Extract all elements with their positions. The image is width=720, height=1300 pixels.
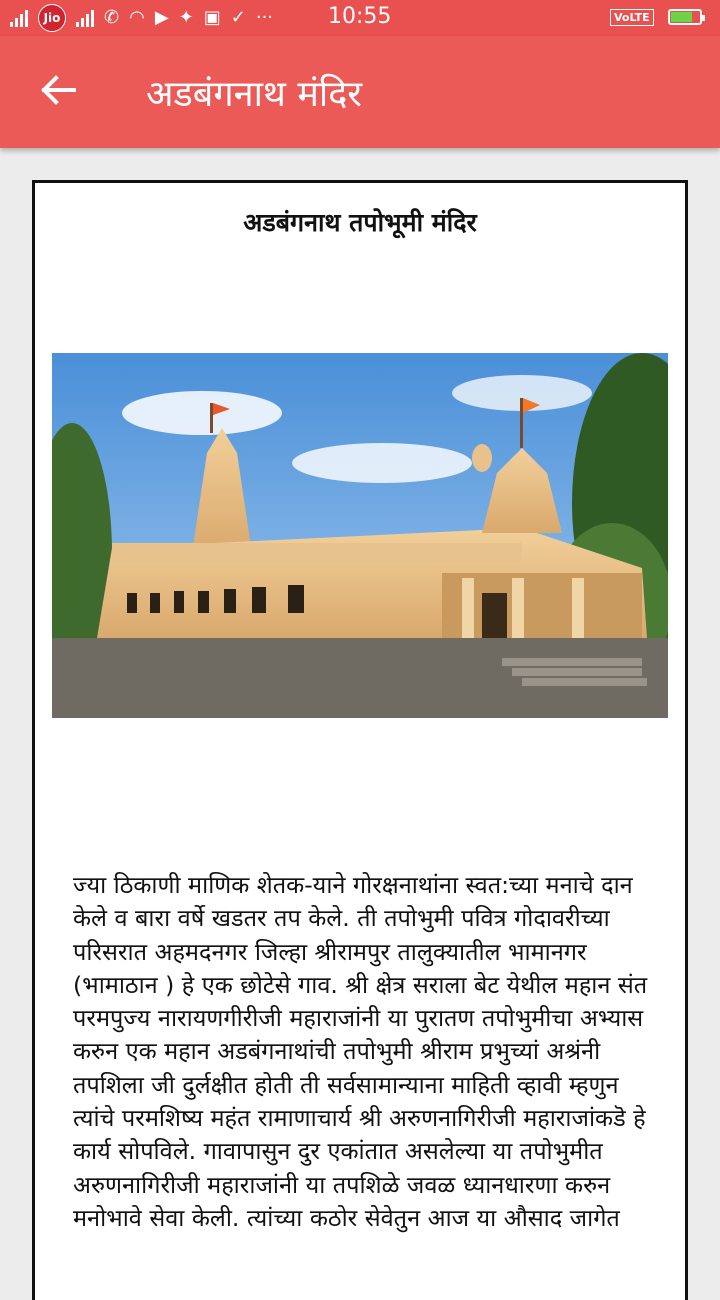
article-card — [32, 180, 688, 1300]
signal-icon — [10, 9, 28, 27]
missed-call-icon: ✆ — [104, 7, 120, 28]
clock: 10:55 — [328, 4, 392, 29]
temple-photo — [52, 353, 668, 718]
wifi-icon: ◠ — [129, 7, 145, 28]
page-title: अडबंगनाथ मंदिर — [146, 74, 363, 115]
signal-icon-2 — [76, 9, 94, 27]
app-bar — [0, 36, 720, 148]
arrow-back-icon[interactable] — [38, 70, 78, 110]
jio-carrier-icon: Jio — [38, 4, 66, 32]
volte-badge: VoLTE — [610, 9, 654, 26]
status-icons — [10, 6, 273, 30]
gallery-icon: ▣ — [203, 7, 221, 28]
status-bar — [0, 0, 720, 36]
article-heading: अडबंगनाथ तपोभूमी मंदिर — [243, 208, 477, 237]
article-body: ज्या ठिकाणी माणिक शेतक-याने गोरक्षनाथांना स्वत:च्या मनाचे दान केले व बारा वर्षे खडतर तप केले. ती तपोभुमी पवित्र गोदावरीच्या परिसरात अहमदनगर जिल्हा श्रीरामपुर तालुक्यातील भामानगर (भामाठान ) हे एक छोटेसे गाव. श्री क्षेत्र सराला बेट येथील महान संत परमपुज्य नारायणगीरीजी महाराजांनी या पुरातण तपोभुमीचा अभ्यास करुन एक महान अडबंगनाथांची तपोभुमी श्रीराम प्रभुच्यां अश्रंनी तपशिला जी दुर्लक्षीत होती ती सर्वसामान्याना माहिती व्हावी म्हणुन त्यांचे परमशिष्य महंत रामाणाचार्य श्री अरुणनागिरीजी महाराजांकडॆ हे कार्य सोपविले. गावापासुन दुर एकांतात असलेल्या या तपोभुमीत अरुणनागिरीजी महाराजांनी या तपशिळे जवळ ध्यानधारणा करुन मनोभावे सेवा केली. त्यांच्या कठोर सेवेतुन आज या औसाद जागेत — [73, 871, 648, 1232]
notification-icon: ▶ — [154, 7, 169, 28]
twitter-icon: ✦ — [178, 7, 194, 28]
check-icon: ✓ — [230, 7, 246, 28]
more-icon: ··· — [255, 7, 274, 28]
battery-icon — [668, 9, 702, 25]
